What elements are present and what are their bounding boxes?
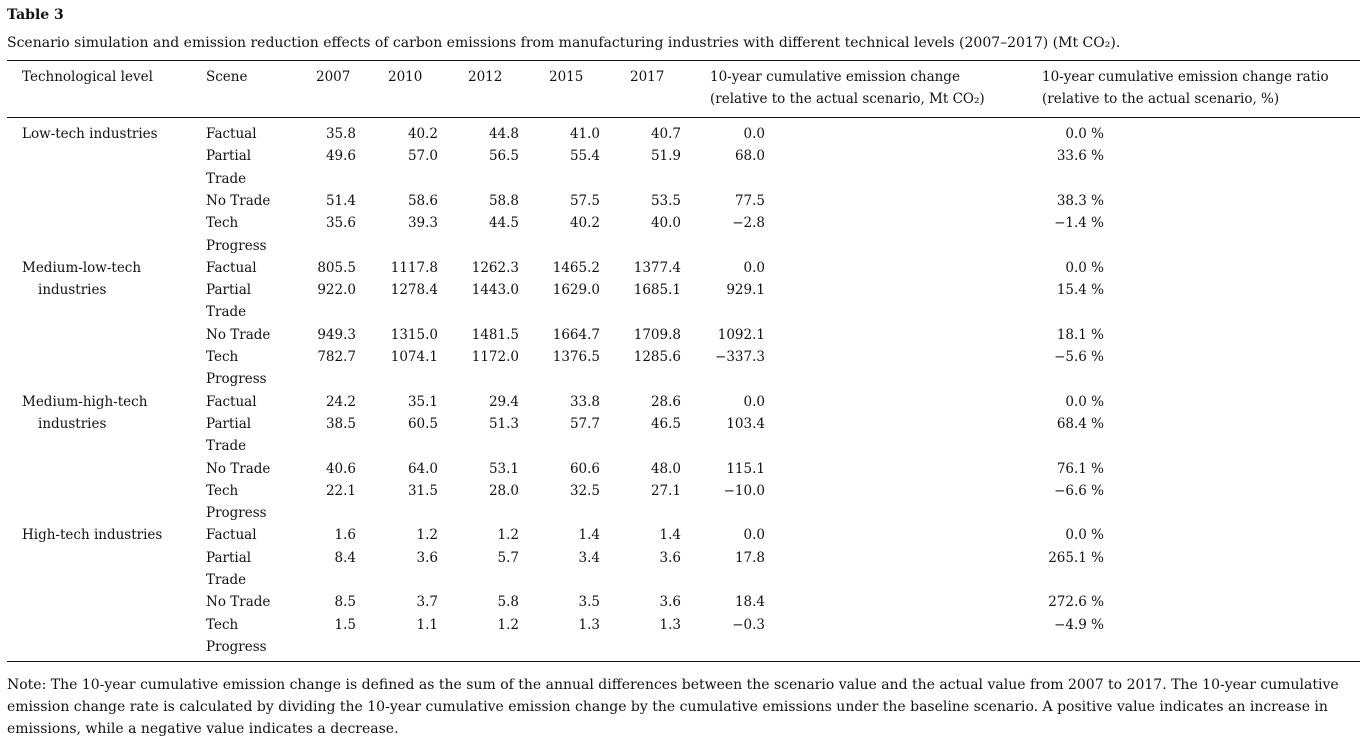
value-2010: 39.3 [407,215,438,232]
value-2017: 28.6 [650,393,681,410]
cumulative-change: −0.3 [732,616,765,633]
value-2007: 40.6 [325,460,356,477]
value-2015: 55.4 [569,148,600,165]
scene-cell-line2: Trade [206,170,247,187]
scene-cell: Factual [206,259,257,276]
value-2017: 1709.8 [633,326,681,343]
value-2012: 58.8 [488,192,519,209]
value-2017: 51.9 [650,148,681,165]
table-row [0,346,1368,368]
value-2010: 3.7 [416,594,438,611]
scene-cell-line2: Progress [206,371,267,388]
value-2012: 29.4 [488,393,519,410]
header-ratio-line1: 10-year cumulative emission change ratio [1042,69,1329,85]
table-row [0,279,1368,301]
value-2010: 1315.0 [390,326,438,343]
table-row [0,257,1368,279]
cumulative-change: 929.1 [726,282,765,299]
table-row-continuation [0,168,1368,190]
table-row [0,614,1368,636]
value-2012: 56.5 [488,148,519,165]
value-2012: 1443.0 [471,282,519,299]
table-row-continuation [0,235,1368,257]
value-2017: 1685.1 [633,282,681,299]
table-row [0,190,1368,212]
value-2017: 46.5 [650,415,681,432]
value-2010: 64.0 [407,460,438,477]
value-2015: 40.2 [569,215,600,232]
level-line1: Medium-low-tech [22,259,142,276]
value-2012: 1.2 [497,527,519,544]
value-2015: 1.3 [578,616,600,633]
cumulative-change-ratio: 68.4 % [1056,415,1104,432]
cumulative-change: 18.4 [734,594,765,611]
value-2007: 1.6 [334,527,356,544]
table-row-continuation [0,301,1368,323]
cumulative-change-ratio: 0.0 % [1065,259,1104,276]
table-row [0,212,1368,234]
table-row [0,324,1368,346]
value-2010: 1.1 [416,616,438,633]
table-row [0,480,1368,502]
value-2015: 1629.0 [552,282,600,299]
value-2012: 5.7 [497,549,519,566]
value-2015: 3.4 [578,549,600,566]
table-row-continuation [0,502,1368,524]
table-row [0,391,1368,413]
scene-cell: Partial [206,148,252,165]
value-2012: 1481.5 [471,326,519,343]
value-2010: 1278.4 [390,282,438,299]
header-2015: 2015 [549,69,584,85]
table-row [0,458,1368,480]
table-caption: Scenario simulation and emission reduction effects of carbon emissions from manufacturing industries with different technical levels (2007–2017) (Mt CO₂). [7,35,1121,51]
value-2007: 8.4 [334,549,356,566]
value-2015: 1465.2 [552,259,600,276]
table-row-continuation [0,636,1368,658]
header-scene: Scene [206,69,248,85]
value-2012: 44.8 [488,126,519,142]
scene-cell: Factual [206,527,257,544]
value-2007: 1.5 [334,616,356,633]
value-2015: 57.7 [569,415,600,432]
header-ratio-line2: (relative to the actual scenario, %) [1042,91,1280,107]
cumulative-change-ratio: 0.0 % [1065,126,1104,142]
cumulative-change: 17.8 [734,549,765,566]
table-row [0,547,1368,569]
value-2017: 48.0 [650,460,681,477]
scene-cell: Factual [206,393,257,410]
cumulative-change-ratio: 0.0 % [1065,527,1104,544]
value-2010: 1117.8 [390,259,438,276]
value-2012: 53.1 [488,460,519,477]
value-2007: 949.3 [317,326,356,343]
level-line2: industries [38,415,107,432]
cumulative-change: 68.0 [734,148,765,165]
value-2010: 57.0 [407,148,438,165]
header-2012: 2012 [468,69,503,85]
value-2017: 1.4 [659,527,681,544]
cumulative-change-ratio: 18.1 % [1056,326,1104,343]
scene-cell: Partial [206,549,252,566]
value-2010: 1.2 [416,527,438,544]
table-row-continuation [0,435,1368,457]
table-row-continuation [0,569,1368,591]
cumulative-change-ratio: −5.6 % [1054,349,1104,365]
value-2007: 805.5 [317,259,356,276]
header-2017: 2017 [630,69,665,85]
value-2017: 3.6 [659,594,681,611]
value-2015: 33.8 [569,393,600,410]
header-rule [7,117,1360,118]
value-2012: 51.3 [488,415,519,432]
value-2012: 1172.0 [471,349,519,365]
value-2015: 32.5 [569,482,600,499]
table-note: Note: The 10-year cumulative emission change is defined as the sum of the annual differences between the scenario value and the actual value from 2007 to 2017. The 10-year cumulative emission change rate is calculated by dividing the 10-year cumulative emission change by the cumulative emissions under the baseline scenario. A positive value indicates an increase in emissions, while a negative value indicates a decrease. [7,677,1339,737]
header-2010: 2010 [388,69,423,85]
cumulative-change-ratio: 38.3 % [1056,192,1104,209]
value-2015: 57.5 [569,192,600,209]
cumulative-change: 0.0 [743,259,765,276]
cumulative-change: 0.0 [743,393,765,410]
value-2010: 31.5 [407,482,438,499]
value-2012: 1.2 [497,616,519,633]
header-change-line1: 10-year cumulative emission change [710,69,960,85]
cumulative-change: −10.0 [723,482,765,499]
value-2010: 40.2 [407,126,438,142]
table-row [0,123,1368,145]
scene-cell: Tech [206,349,239,365]
scene-cell: No Trade [206,460,271,477]
value-2007: 22.1 [325,482,356,499]
value-2015: 41.0 [569,126,600,142]
scene-cell: Factual [206,126,257,142]
cumulative-change: 0.0 [743,126,765,142]
value-2015: 1376.5 [552,349,600,365]
cumulative-change-ratio: −4.9 % [1054,616,1104,633]
table-row [0,145,1368,167]
level-line1: High-tech industries [22,527,163,544]
value-2007: 922.0 [317,282,356,299]
value-2012: 44.5 [488,215,519,232]
header-2007: 2007 [316,69,351,85]
scene-cell-line2: Progress [206,237,267,254]
value-2017: 27.1 [650,482,681,499]
value-2007: 35.8 [325,126,356,142]
value-2017: 53.5 [650,192,681,209]
cumulative-change-ratio: 33.6 % [1056,148,1104,165]
table-row-continuation [0,368,1368,390]
scene-cell: No Trade [206,594,271,611]
cumulative-change: −2.8 [732,215,765,232]
scene-cell-line2: Progress [206,505,267,522]
table-label: Table 3 [7,7,64,23]
value-2010: 3.6 [416,549,438,566]
level-line1: Low-tech industries [22,126,158,142]
scene-cell: Partial [206,415,252,432]
value-2017: 1377.4 [633,259,681,276]
value-2015: 3.5 [578,594,600,611]
value-2007: 782.7 [317,349,356,365]
value-2017: 1.3 [659,616,681,633]
scene-cell: No Trade [206,326,271,343]
value-2010: 1074.1 [390,349,438,365]
value-2017: 40.7 [650,126,681,142]
scene-cell-line2: Progress [206,638,267,655]
value-2015: 60.6 [569,460,600,477]
value-2017: 40.0 [650,215,681,232]
cumulative-change: 77.5 [734,192,765,209]
cumulative-change: 103.4 [726,415,765,432]
value-2012: 1262.3 [471,259,519,276]
table-row [0,524,1368,546]
scene-cell: Tech [206,215,239,232]
level-line2: industries [38,281,107,298]
value-2012: 28.0 [488,482,519,499]
value-2010: 60.5 [407,415,438,432]
cumulative-change: −337.3 [715,349,765,365]
cumulative-change-ratio: 0.0 % [1065,393,1104,410]
cumulative-change-ratio: −1.4 % [1054,215,1104,232]
scene-cell: Partial [206,282,252,299]
value-2017: 3.6 [659,549,681,566]
header-change-line2: (relative to the actual scenario, Mt CO₂) [710,91,985,107]
value-2007: 35.6 [325,215,356,232]
scene-cell: No Trade [206,192,271,209]
scene-cell: Tech [206,616,239,633]
cumulative-change-ratio: −6.6 % [1054,482,1104,499]
bottom-rule [7,661,1360,662]
cumulative-change-ratio: 265.1 % [1048,549,1104,566]
value-2010: 58.6 [407,192,438,209]
value-2015: 1664.7 [552,326,600,343]
table-row [0,591,1368,613]
cumulative-change: 0.0 [743,527,765,544]
value-2007: 38.5 [325,415,356,432]
cumulative-change-ratio: 76.1 % [1056,460,1104,477]
value-2007: 8.5 [334,594,356,611]
scene-cell-line2: Trade [206,438,247,455]
value-2015: 1.4 [578,527,600,544]
top-rule [7,60,1360,61]
cumulative-change-ratio: 15.4 % [1056,282,1104,299]
cumulative-change: 115.1 [726,460,765,477]
value-2007: 51.4 [325,192,356,209]
value-2012: 5.8 [497,594,519,611]
level-line1: Medium-high-tech [22,393,148,410]
header-technological-level: Technological level [22,69,153,85]
table-row [0,413,1368,435]
cumulative-change-ratio: 272.6 % [1048,594,1104,611]
value-2007: 24.2 [325,393,356,410]
value-2017: 1285.6 [633,349,681,365]
cumulative-change: 1092.1 [717,326,765,343]
value-2007: 49.6 [325,148,356,165]
scene-cell-line2: Trade [206,572,247,588]
scene-cell: Tech [206,482,239,499]
value-2010: 35.1 [407,393,438,410]
scene-cell-line2: Trade [206,304,247,321]
